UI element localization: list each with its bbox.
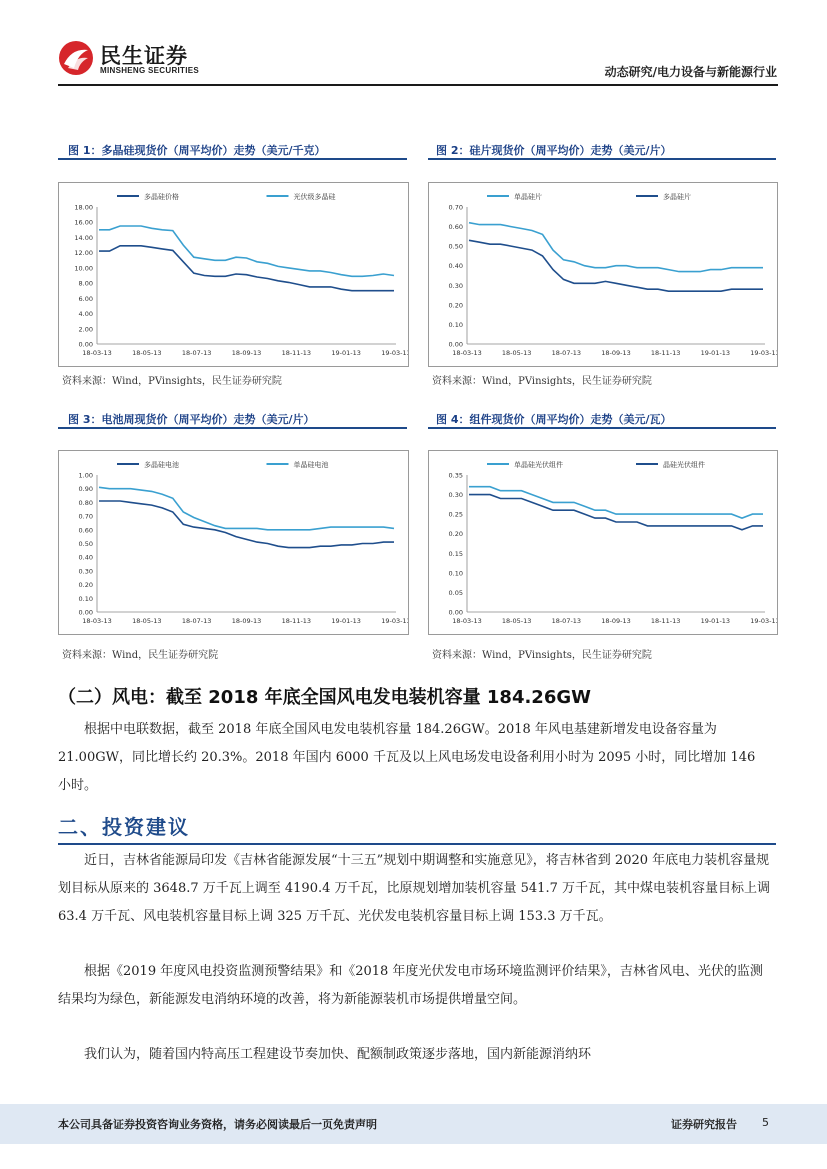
figure-4-chart	[428, 450, 778, 635]
series-line-1	[99, 246, 394, 291]
x-tick-label: 18-11-13	[281, 349, 312, 357]
series-line-1	[469, 487, 763, 518]
x-tick-label: 19-01-13	[331, 617, 361, 625]
x-tick-label: 18-05-13	[501, 349, 532, 357]
footer-doc-type: 证券研究报告	[671, 1118, 737, 1131]
series-line-2	[469, 495, 763, 530]
investment-paragraph-3: 我们认为，随着国内特高压工程建设节奏加快、配额制政策逐步落地，国内新能源消纳环	[84, 1047, 592, 1062]
x-tick-label: 18-09-13	[601, 349, 631, 357]
y-tick-label: 0.20	[78, 581, 93, 590]
x-tick-label: 18-05-13	[132, 617, 162, 625]
x-tick-label: 18-03-13	[82, 617, 112, 625]
y-tick-label: 8.00	[78, 279, 93, 288]
figure-2-chart	[428, 182, 778, 367]
y-tick-label: 0.30	[78, 567, 93, 576]
figure-3-source: 资料来源：Wind，民生证券研究院	[62, 650, 219, 661]
investment-heading: 二、投资建议	[58, 815, 190, 839]
figure-2-title: 图 2：硅片现货价（周平均价）走势（美元/片）	[436, 144, 672, 157]
y-tick-label: 0.40	[448, 262, 463, 271]
chart-1-svg	[59, 183, 408, 366]
figure-4-source: 资料来源：Wind，PVinsights，民生证券研究院	[432, 650, 652, 661]
y-tick-label: 0.20	[448, 301, 463, 310]
y-tick-label: 0.70	[78, 512, 93, 521]
y-tick-label: 0.00	[78, 608, 93, 617]
x-tick-label: 18-09-13	[231, 349, 262, 357]
wind-paragraph: 根据中电联数据，截至 2018 年底全国风电发电装机容量 184.26GW。2018 年风电基建新增发电设备容量为 21.00GW，同比增长约 20.3%。2018 年国内 6000 千瓦及以上风电场发电设备利用小时为 2095 小时，同比增加 146 小时。	[58, 722, 756, 793]
series-line-1	[99, 501, 394, 548]
y-tick-label: 4.00	[78, 310, 93, 319]
legend-label-2: 晶硅光伏组件	[663, 461, 705, 469]
logo-mark	[58, 40, 94, 76]
x-tick-label: 18-09-13	[231, 617, 262, 625]
x-tick-label: 18-11-13	[281, 617, 312, 625]
x-tick-label: 18-07-13	[181, 349, 212, 357]
logo-english-name: MINSHENG SECURITIES	[100, 66, 200, 75]
y-tick-label: 0.30	[448, 491, 463, 500]
x-tick-label: 18-07-13	[551, 349, 582, 357]
logo-name: 民生证券	[100, 44, 188, 68]
y-tick-label: 0.90	[78, 485, 93, 494]
legend-label-2: 多晶硅片	[663, 193, 691, 201]
footer-disclaimer: 本公司具备证券投资咨询业务资格，请务必阅读最后一页免责声明	[58, 1118, 377, 1131]
figure-1-title: 图 1：多晶硅现货价（周平均价）走势（美元/千克）	[68, 144, 326, 157]
y-tick-label: 0.10	[448, 569, 463, 578]
y-tick-label: 0.40	[78, 553, 93, 562]
y-tick-label: 0.00	[448, 608, 463, 617]
investment-paragraph-1: 近日，吉林省能源局印发《吉林省能源发展“十三五”规划中期调整和实施意见》，将吉林省到 2020 年底电力装机容量规划目标从原来的 3648.7 万千瓦上调至 4190.4 万千瓦，比原规划增加装机容量 541.7 万千瓦，其中煤电装机容量目标上调 63.4 万千瓦、风电装机容量目标上调 325 万千瓦、光伏发电装机容量目标上调 153.3 万千瓦。	[58, 853, 770, 924]
figure-3-rule	[58, 427, 407, 429]
figure-2-rule	[428, 158, 776, 160]
figure-1-source: 资料来源：Wind，PVinsights，民生证券研究院	[62, 376, 282, 387]
figure-4-rule	[428, 427, 776, 429]
x-tick-label: 18-05-13	[132, 349, 162, 357]
y-tick-label: 0.00	[448, 340, 463, 349]
x-tick-label: 19-01-13	[700, 617, 731, 625]
chart-2-svg	[429, 183, 777, 366]
y-tick-label: 0.35	[448, 471, 463, 480]
x-tick-label: 18-03-13	[452, 349, 482, 357]
y-tick-label: 0.20	[448, 530, 463, 539]
y-tick-label: 16.00	[74, 218, 93, 227]
y-tick-label: 12.00	[74, 249, 93, 258]
legend-label-1: 单晶硅片	[514, 193, 542, 201]
y-tick-label: 0.15	[448, 549, 463, 558]
investment-paragraph-2: 根据《2019 年度风电投资监测预警结果》和《2018 年度光伏发电市场环境监测评价结果》，吉林省风电、光伏的监测结果均为绿色，新能源发电消纳环境的改善，将为新能源装机市场提供增量空间。	[58, 964, 763, 1007]
x-tick-label: 19-01-13	[700, 349, 731, 357]
y-tick-label: 0.80	[78, 498, 93, 507]
series-line-2	[99, 487, 394, 530]
y-tick-label: 6.00	[78, 294, 93, 303]
y-tick-label: 0.50	[78, 540, 93, 548]
y-tick-label: 10.00	[74, 264, 93, 273]
legend-label-2: 光伏级多晶硅	[293, 193, 336, 201]
logo-icon	[58, 40, 94, 76]
series-line-2	[99, 226, 394, 276]
legend-label-1: 多晶硅电池	[144, 461, 179, 469]
x-tick-label: 18-05-13	[501, 617, 532, 625]
x-tick-label: 18-07-13	[181, 617, 212, 625]
x-tick-label: 19-03-13	[381, 349, 408, 357]
y-tick-label: 0.60	[448, 223, 463, 232]
figure-3-title: 图 3：电池周现货价（周平均价）走势（美元/片）	[68, 413, 315, 426]
report-category: 动态研究/电力设备与新能源行业	[604, 65, 777, 79]
header-divider	[58, 84, 778, 86]
figure-4-title: 图 4：组件现货价（周平均价）走势（美元/瓦）	[436, 413, 672, 426]
investment-heading-rule	[58, 843, 776, 845]
x-tick-label: 18-11-13	[650, 349, 681, 357]
x-tick-label: 18-11-13	[650, 617, 681, 625]
figure-1-chart	[58, 182, 409, 367]
figure-2-source: 资料来源：Wind，PVinsights，民生证券研究院	[432, 376, 652, 387]
x-tick-label: 19-03-13	[750, 349, 777, 357]
figure-3-chart	[58, 450, 409, 635]
y-tick-label: 14.00	[74, 233, 93, 242]
y-tick-label: 2.00	[78, 325, 93, 334]
x-tick-label: 19-01-13	[331, 349, 361, 357]
y-tick-label: 0.50	[448, 242, 463, 251]
y-tick-label: 0.70	[448, 203, 463, 212]
y-tick-label: 0.10	[448, 320, 463, 329]
x-tick-label: 18-07-13	[551, 617, 582, 625]
y-tick-label: 0.30	[448, 281, 463, 290]
page-number: 5	[762, 1116, 769, 1129]
y-tick-label: 18.00	[74, 203, 93, 212]
y-tick-label: 0.00	[78, 340, 93, 349]
chart-3-svg	[59, 451, 408, 634]
y-tick-label: 0.05	[448, 588, 463, 597]
y-tick-label: 0.10	[78, 594, 93, 603]
x-tick-label: 18-03-13	[82, 349, 112, 357]
wind-section-heading: （二）风电：截至 2018 年底全国风电发电装机容量 184.26GW	[58, 687, 591, 708]
legend-label-1: 单晶硅光伏组件	[514, 461, 563, 469]
legend-label-1: 多晶硅价格	[144, 193, 179, 201]
y-tick-label: 0.25	[448, 510, 463, 519]
legend-label-2: 单晶硅电池	[293, 461, 329, 469]
x-tick-label: 19-03-13	[381, 617, 408, 625]
y-tick-label: 1.00	[78, 471, 93, 480]
y-tick-label: 0.60	[78, 526, 93, 535]
x-tick-label: 18-03-13	[452, 617, 482, 625]
chart-4-svg	[429, 451, 777, 634]
x-tick-label: 18-09-13	[601, 617, 631, 625]
x-tick-label: 19-03-13	[750, 617, 777, 625]
figure-1-rule	[58, 158, 407, 160]
